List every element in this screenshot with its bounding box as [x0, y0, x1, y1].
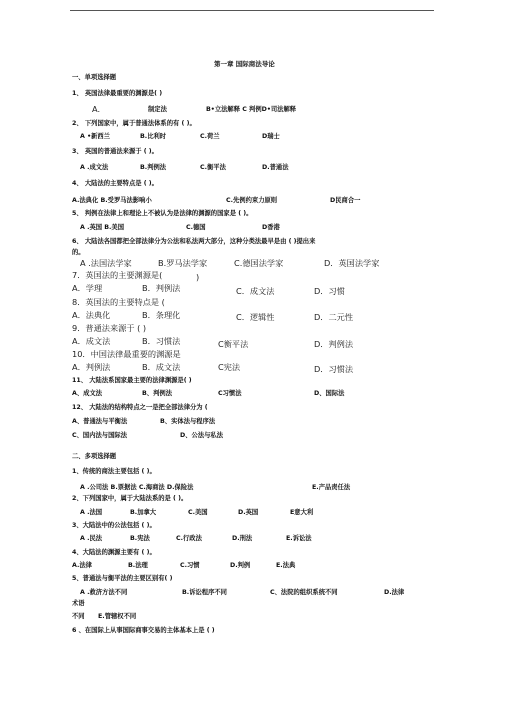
mc-q4-option-e: E.法典 [276, 562, 296, 569]
mc-q5-option-d-cont: 术语 [72, 600, 85, 607]
mc-q2-option-d: D.英国 [238, 509, 259, 516]
mc-q5-option-c: C、法院的组织系统不同 [270, 589, 338, 596]
q2-option-d: D瑞士 [262, 133, 280, 140]
question-5-stem: 5、 判例在法律上和理论上不被认为是法律的渊源的国家是 ( )。 [72, 210, 253, 217]
mc-q5-option-e: E.管辖权不同 [98, 613, 137, 620]
mc-q2-option-b: B.加拿大 [130, 509, 157, 516]
q6-option-c: C.德国法学家 [234, 258, 284, 268]
q3-option-b: B.判例法 [140, 164, 167, 171]
mc-q2-option-c: C.美国 [188, 509, 208, 516]
q8-option-c: C．逻辑性 [236, 312, 275, 322]
mc-q5-option-d: D.法律 [384, 589, 405, 596]
top-rule [70, 10, 434, 11]
mc-q3-option-a: A .民法 [80, 535, 103, 542]
q9-option-d: D．判例法 [314, 339, 354, 349]
mc-q4-option-b: B.法理 [128, 562, 148, 569]
q3-option-c: C.衡平法 [200, 164, 226, 171]
q5-option-c: C.德国 [186, 224, 206, 231]
q11-option-d: D、国际法 [314, 390, 345, 397]
question-11-stem: 11、 大陆法系国家最主要的法律渊源是( ) [72, 377, 192, 384]
q7-option-d: D．习惯 [314, 286, 345, 296]
q7-option-c: C．成文法 [236, 286, 275, 296]
mc-q5-option-d-end: 不同 [72, 613, 85, 620]
q1-option-a: A. [92, 104, 101, 114]
q10-option-b: B．成文法 [142, 362, 181, 372]
q12-option-d: D、公法与私法 [180, 432, 224, 439]
q1-option-a-text: 制定法 [148, 106, 167, 113]
question-9-stem: 9．普通法来源于 ( ) [72, 323, 147, 333]
q12-option-b: B、实体法与程序法 [160, 418, 216, 425]
mc-q2-option-e: E意大利 [290, 509, 314, 516]
question-6-stem-cont: 的。 [72, 249, 85, 256]
q12-option-a: A、普通法与平衡法 [72, 418, 128, 425]
mc-question-6-stem: 6 、在国际上从事国际商事交易的主体基本上是 ( ) [72, 627, 215, 634]
q11-option-a: A、成文法 [72, 390, 103, 397]
q6-option-a: A .法国法学家 [80, 258, 132, 268]
mc-q3-option-e: E.诉讼法 [286, 535, 312, 542]
mc-q3-option-d: D.刑法 [232, 535, 253, 542]
q5-option-d: D香港 [262, 224, 280, 231]
q1-options-bcd: B•立法解释 C 判例D•司法解释 [206, 106, 297, 113]
question-10-stem: 10．中国法律最重要的渊源是 [72, 349, 181, 359]
q4-option-c: C.先例约束力原则 [226, 197, 278, 204]
q6-option-b: B.罗马法学家 [158, 258, 208, 268]
q9-option-b: B．习惯法 [142, 336, 181, 346]
mc-q3-option-b: B.宪法 [130, 535, 150, 542]
mc-question-4-stem: 4、大陆法的渊源主要有 ( )。 [72, 549, 156, 556]
q5-options-ab: A .英国 B.美国 [80, 224, 125, 231]
section-heading-single-choice: 一、单项选择题 [72, 74, 117, 81]
q4-options-ab: A.法典化 B.受罗马法影响小 [72, 197, 152, 204]
question-3-stem: 3、 英国的普通法来源于 ( )。 [72, 148, 158, 155]
page-title: 第一章 国际商法导论 [214, 60, 275, 68]
q2-option-c: C.荷兰 [200, 133, 220, 140]
mc-question-5-stem: 5、普通法与衡平法的主要区别有( ) [72, 575, 173, 582]
q9-option-a: A．成文法 [72, 336, 111, 346]
mc-question-3-stem: 3、大陆法中的公法包括 ( )。 [72, 522, 156, 529]
q3-option-d: D.普通法 [262, 164, 289, 171]
q6-option-d: D．英国法学家 [324, 258, 380, 268]
mc-q3-option-c: C.行政法 [176, 535, 202, 542]
q2-option-b: B.比利时 [140, 133, 167, 140]
mc-question-1-stem: 1、传统的商法主要包括 ( )。 [72, 468, 156, 475]
mc-q4-option-c: C.习惯 [180, 562, 200, 569]
q10-option-a: A．判例法 [72, 362, 111, 372]
q11-option-c: C习惯法 [218, 390, 242, 397]
question-12-stem: 12、 大陆法的结构特点之一是把全部法律分为 ( [72, 404, 208, 411]
question-2-stem: 2、 下列国家中，属于普通法体系的有 ( )。 [72, 120, 196, 127]
q11-option-b: B、判例法 [142, 390, 172, 397]
mc-q1-options-abcd: A .公司法 B.票据法 C.海商法 D.保险法 [80, 484, 194, 491]
q8-option-d: D．二元性 [314, 312, 354, 322]
question-8-stem: 8．英国法的主要特点是 ( [72, 297, 165, 307]
q12-option-c: C、国内法与国际法 [72, 432, 127, 439]
q10-option-d: D．习惯法 [314, 364, 354, 374]
question-6-stem: 6、 大陆法各国都把全部法律分为公法和私法两大部分，这种分类法最早是由 ( )提出来 [72, 238, 316, 245]
q3-option-a: A .成文法 [80, 164, 109, 171]
mc-q1-option-e: E.产品责任法 [312, 484, 351, 491]
q8-option-a: A．法典化 [72, 310, 111, 320]
question-7-close: ) [196, 272, 200, 282]
question-7-stem: 7．英国法的主要渊源是( [72, 270, 163, 280]
q7-option-b: B．判例法 [142, 283, 181, 293]
q2-option-a: A •新西兰 [80, 133, 110, 140]
mc-question-2-stem: 2、下列国家中，属于大陆法系的是 ( )。 [72, 495, 188, 502]
q9-option-c: C衡平法 [218, 339, 249, 349]
section-heading-multiple-choice: 二、多项选择题 [72, 453, 117, 460]
mc-q5-option-a: A .救济方法不同 [80, 589, 128, 596]
q4-option-d: D民商合一 [330, 197, 361, 204]
mc-q4-option-d: D.判例 [230, 562, 251, 569]
mc-q4-option-a: A.法律 [72, 562, 92, 569]
mc-q5-option-b: B.诉讼程序不同 [182, 589, 227, 596]
q8-option-b: B．条理化 [142, 310, 181, 320]
q7-option-a: A．学理 [72, 283, 103, 293]
mc-q2-option-a: A .法国 [80, 509, 103, 516]
q10-option-c: C宪法 [218, 362, 241, 372]
question-1-stem: 1、 英国法律最重要的渊源是( ) [72, 90, 163, 97]
question-4-stem: 4、 大陆法的主要特点是 ( )。 [72, 180, 158, 187]
